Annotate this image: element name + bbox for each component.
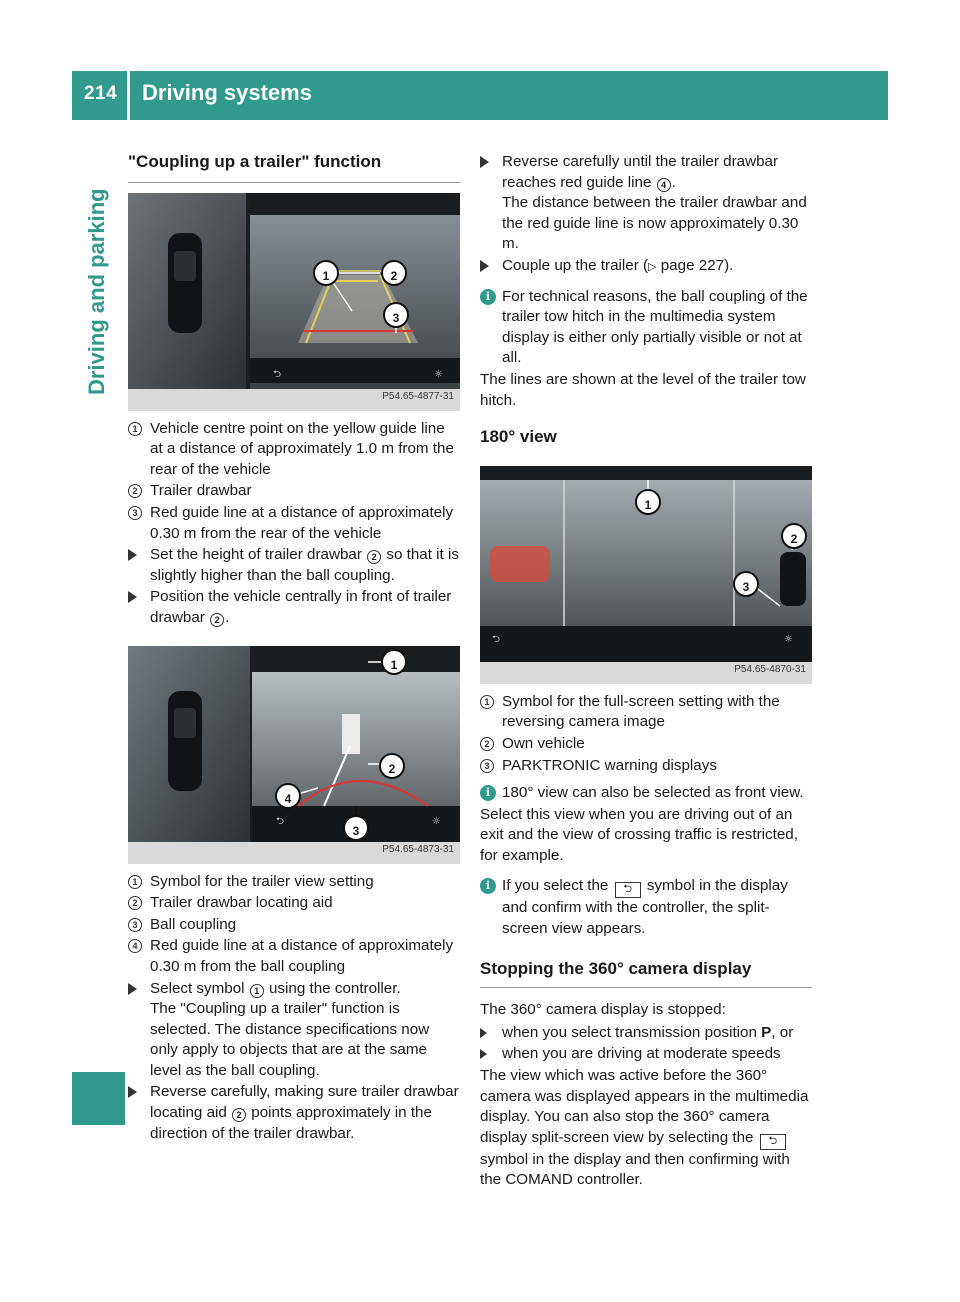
figure-180-view (480, 466, 812, 684)
page-header (72, 71, 888, 120)
svg-text:⮌: ⮌ (273, 368, 282, 380)
callout-1: 1 (322, 268, 330, 283)
legend-item: 2 Trailer drawbar locating aid (128, 893, 460, 914)
legend-number: 1 (480, 695, 494, 709)
figure-locating-illustration (128, 646, 460, 864)
legend-item: 1 Vehicle centre point on the yellow guide line at a distance of approximately 1.0 m from the rear of the vehicle (128, 419, 460, 481)
legend-number: 2 (128, 896, 142, 910)
figure-code: P54.65-4877-31 (382, 391, 454, 402)
figure-coupling-illustration (128, 193, 460, 411)
header-divider (127, 71, 130, 120)
legend-number: 3 (128, 506, 142, 520)
bullet-icon (480, 1049, 487, 1059)
svg-text:☼: ☼ (432, 815, 441, 827)
section-title-coupling: "Coupling up a trailer" function (128, 152, 460, 183)
legend-number: 3 (480, 759, 494, 773)
back-icon: ⮌ (760, 1134, 786, 1150)
page-number: 214 (84, 83, 118, 104)
page-ref-link[interactable]: page 227). (656, 256, 734, 274)
legend-number: 3 (128, 918, 142, 932)
callout-2: 2 (390, 268, 398, 283)
instruction-step: Set the height of trailer drawbar 2 so that it is slightly higher than the ball coupling. (128, 545, 460, 586)
chapter-title: Driving systems (142, 80, 312, 105)
legend-item: 1 Symbol for the trailer view setting (128, 872, 460, 893)
figure-coupling-split-view (128, 193, 460, 411)
legend-item: 3 Ball coupling (128, 915, 460, 936)
callout-1: 1 (644, 497, 652, 512)
info-icon: i (480, 785, 496, 801)
callout-4: 4 (284, 791, 292, 806)
callout-1: 1 (390, 657, 398, 672)
step-arrow-icon (128, 1086, 137, 1098)
figure-code: P54.65-4870-31 (734, 664, 806, 676)
figure-code: P54.65-4873-31 (382, 843, 454, 855)
instruction-step: Select symbol 1 using the controller. The "Coupling up a trailer" function is selected. The distance specifications now only apply to objects that are at the same level as the ball coupling. (128, 979, 460, 1082)
left-column (128, 152, 460, 1145)
paragraph: The view which was active before the 360° camera was displayed appears in the multimedia display. You can also stop the 360° camera display split-screen view by selecting the ⮌ symbol in the display and then confirming with the COMAND controller. (480, 1067, 809, 1189)
section-title-stopping: Stopping the 360° camera display (480, 959, 812, 989)
instruction-step: Couple up the trailer (▷ page 227). (480, 256, 812, 278)
legend-item: 2 Trailer drawbar (128, 481, 460, 502)
bullet-item: when you are driving at moderate speeds (480, 1044, 812, 1065)
svg-text:☼: ☼ (784, 633, 793, 645)
step-arrow-icon (128, 591, 137, 603)
legend-number: 4 (128, 939, 142, 953)
legend-item: 4 Red guide line at a distance of approximately 0.30 m from the ball coupling (128, 936, 460, 977)
svg-text:⮌: ⮌ (276, 815, 285, 827)
bullet-item: when you select transmission position P, or (480, 1023, 812, 1044)
svg-text:⮌: ⮌ (492, 633, 501, 645)
legend-item: 2 Own vehicle (480, 734, 812, 755)
legend-item: 3 PARKTRONIC warning displays (480, 756, 812, 777)
step-arrow-icon (480, 260, 489, 272)
legend-number: 2 (480, 737, 494, 751)
side-tab-block (72, 1072, 125, 1125)
figure-trailer-locating (128, 646, 460, 864)
callout-2: 2 (790, 531, 798, 546)
info-icon: i (480, 289, 496, 305)
back-icon: ⮌ (615, 882, 641, 898)
figure-caption-bar (128, 842, 460, 864)
instruction-step: Position the vehicle centrally in front of trailer drawbar 2 . (128, 587, 460, 628)
section-title-180-view: 180° view (480, 427, 557, 447)
right-column (480, 152, 812, 1193)
instruction-step: Reverse carefully, making sure trailer drawbar locating aid 2 points approximately in the direction of the trailer drawbar. (128, 1082, 460, 1144)
info-note: i For technical reasons, the ball coupling of the trailer tow hitch in the multimedia system display is either only partially visible or not at all. (480, 287, 812, 369)
step-arrow-icon (128, 549, 137, 561)
bullet-icon (480, 1028, 487, 1038)
info-icon: i (480, 878, 496, 894)
info-note: i If you select the ⮌ symbol in the display and confirm with the controller, the split-screen view appears. (480, 876, 812, 939)
legend-item: 1 Symbol for the full-screen setting with the reversing camera image (480, 692, 812, 733)
page-ref-arrow-icon: ▷ (648, 260, 657, 273)
callout-3: 3 (742, 579, 750, 594)
callout-3: 3 (352, 823, 360, 838)
legend-number: 2 (128, 484, 142, 498)
paragraph: The lines are shown at the level of the trailer tow hitch. (480, 370, 806, 409)
step-arrow-icon (128, 983, 137, 995)
info-note: i 180° view can also be selected as front view. (480, 783, 812, 804)
svg-text:☼: ☼ (434, 368, 443, 380)
instruction-step: Reverse carefully until the trailer drawbar reaches red guide line 4 . The distance between the trailer drawbar and the red guide line is now approximately 0.30 m. (480, 152, 812, 255)
legend-item: 3 Red guide line at a distance of approximately 0.30 m from the rear of the vehicle (128, 503, 460, 544)
paragraph: Select this view when you are driving out of an exit and the view of crossing traffic is restricted, for example. (480, 805, 798, 864)
paragraph: The 360° camera display is stopped: (480, 1001, 726, 1019)
legend-number: 1 (128, 422, 142, 436)
figure-caption-bar (480, 662, 812, 684)
callout-2: 2 (388, 761, 396, 776)
figure-caption-bar (128, 389, 460, 411)
legend-number: 1 (128, 875, 142, 889)
callout-3: 3 (392, 310, 400, 325)
side-tab-label: Driving and parking (84, 188, 109, 395)
step-arrow-icon (480, 156, 489, 168)
